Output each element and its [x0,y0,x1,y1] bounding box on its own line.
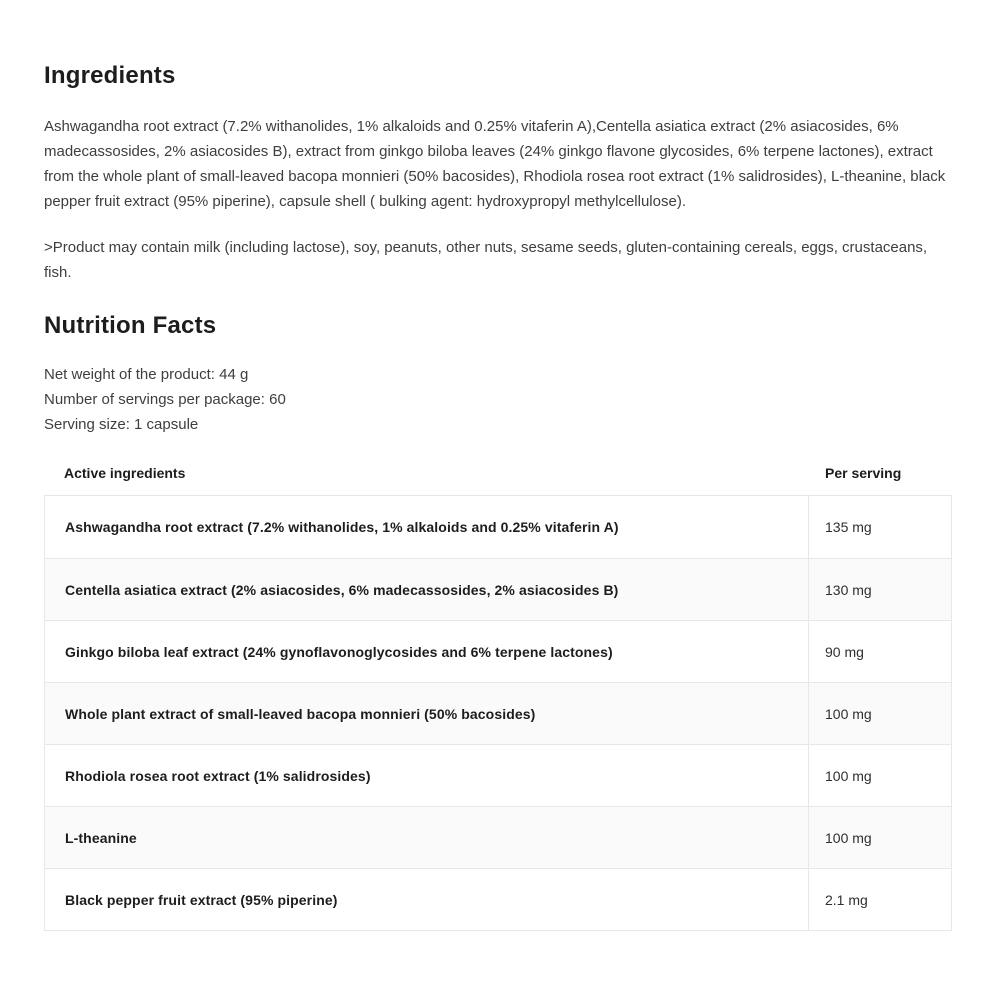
ingredient-amount: 135 mg [808,496,951,558]
table-row [45,744,951,806]
table-row [45,620,951,682]
ingredient-amount: 2.1 mg [808,869,951,930]
serving-size-line: Serving size: 1 capsule [44,416,199,433]
column-header-per-serving: Per serving [825,465,902,481]
nutrition-facts-heading: Nutrition Facts [44,312,217,339]
ingredient-name: Whole plant extract of small-leaved bacopa monnieri (50% bacosides) [65,705,536,722]
ingredient-name: Black pepper fruit extract (95% piperine) [65,891,338,908]
nutrition-table-body [44,495,952,931]
table-row [45,682,951,744]
ingredient-amount: 100 mg [808,683,951,744]
table-row [45,496,951,558]
servings-per-package-line: Number of servings per package: 60 [44,391,286,408]
table-row [45,868,951,930]
nutrition-table-header [44,465,952,481]
ingredient-amount: 100 mg [808,807,951,868]
allergen-note: >Product may contain milk (including lactose), soy, peanuts, other nuts, sesame seeds, gluten-containing cereals, eggs, crustaceans, fish. [44,239,928,281]
ingredient-amount: 90 mg [808,621,951,682]
ingredient-name: Centella asiatica extract (2% asiacosides, 6% madecassosides, 2% asiacosides B) [65,581,619,598]
ingredient-name: Ginkgo biloba leaf extract (24% gynoflavonoglycosides and 6% terpene lactones) [65,643,613,660]
ingredients-heading: Ingredients [44,62,176,89]
net-weight-line: Net weight of the product: 44 g [44,366,249,383]
ingredient-name: Ashwagandha root extract (7.2% withanolides, 1% alkaloids and 0.25% vitaferin A) [65,519,619,535]
ingredient-name: L-theanine [65,829,137,846]
table-row [45,806,951,868]
ingredients-paragraph: Ashwagandha root extract (7.2% withanolides, 1% alkaloids and 0.25% vitaferin A),Centella asiatica extract (2% asiacosides, 6% madecassosides, 2% asiacosides B), extract from ginkgo biloba leaves (24% ginkgo flavone glycosides, 6% terpene lactones), extract from the whole plant of small-leaved bacopa monnieri (50% bacosides), Rhodiola rosea root extract (1% salidrosides), L-theanine, black pepper fruit extract (95% piperine), capsule shell ( bulking agent: hydroxypropyl methylcellulose). [44,118,946,210]
table-row [45,558,951,620]
ingredient-amount: 100 mg [808,745,951,806]
column-header-active-ingredients: Active ingredients [64,465,186,481]
nutrition-table-section [44,465,952,931]
nutrition-meta [44,362,952,437]
ingredient-name: Rhodiola rosea root extract (1% salidrosides) [65,767,371,784]
ingredient-amount: 130 mg [808,559,951,620]
